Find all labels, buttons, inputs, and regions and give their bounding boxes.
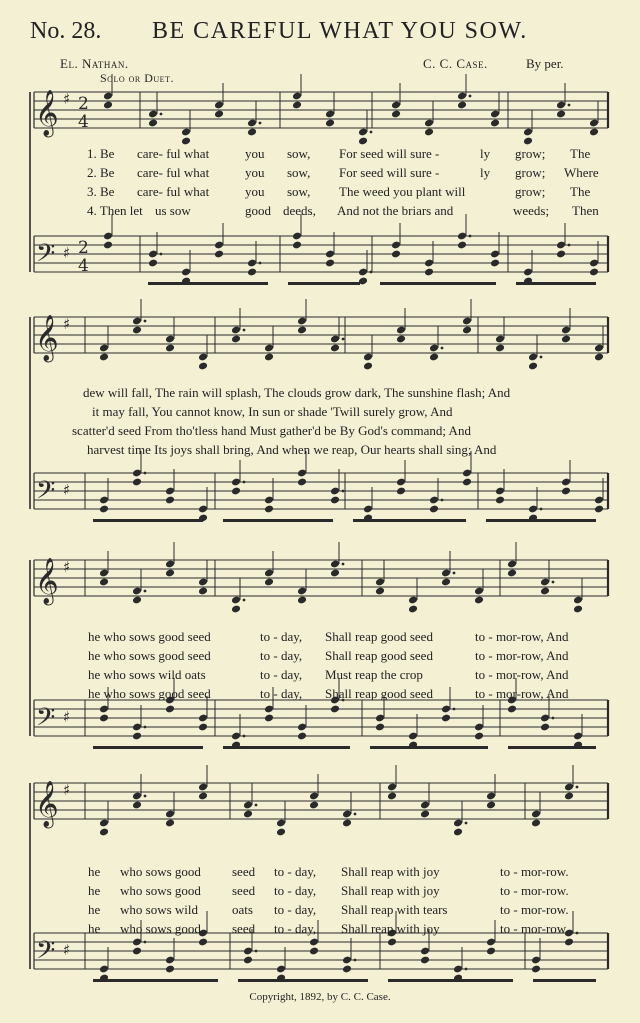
dot (453, 708, 456, 711)
lyric-s1-v4-c3: deeds, (283, 203, 316, 218)
lyric-s4-v3-c3: to - day, (274, 902, 317, 917)
notehead (297, 478, 307, 487)
dot (243, 329, 246, 332)
lyric-s1-v1-c3: sow, (287, 146, 311, 161)
lyric-s1-v3-c1: care- ful what (137, 184, 210, 199)
notehead (363, 362, 373, 371)
notehead (490, 259, 500, 268)
dot (342, 563, 345, 566)
dot (255, 804, 258, 807)
notehead (531, 819, 541, 828)
lyric-s3-v2-c1: to - day, (260, 648, 303, 663)
lyric-s4-v4-c4: Shall reap with joy (341, 921, 440, 936)
notehead (358, 137, 368, 146)
lyric-s3-v1-c2: Shall reap good seed (325, 629, 433, 644)
notehead (99, 828, 109, 837)
notehead (457, 241, 467, 250)
lyric-s4-v3-c4: Shall reap with tears (341, 902, 448, 917)
lyric-s3-v2-c0: he who sows good seed (88, 648, 211, 663)
dot (552, 581, 555, 584)
lyric-s1-v4-c2: good (245, 203, 271, 218)
notehead (99, 714, 109, 723)
lyric-s4-v2-c1: who sows good (120, 883, 201, 898)
notehead (540, 723, 550, 732)
dot (540, 356, 543, 359)
dot (259, 122, 262, 125)
dot (255, 950, 258, 953)
dot (243, 735, 246, 738)
notehead (396, 335, 406, 344)
lyric-s1-v4-c0: 4. Then let (87, 203, 143, 218)
copyright-notice: Copyright, 1892, by C. C. Case. (249, 991, 391, 1003)
notehead (589, 128, 599, 137)
notehead (424, 128, 434, 137)
lyric-s1-v2-c5: ly (480, 165, 491, 180)
lyric-s3-v2-c3: to - mor-row, And (475, 648, 569, 663)
lyric-s3-v4-c2: Shall reap good seed (325, 686, 433, 701)
notehead (441, 714, 451, 723)
notehead (594, 505, 604, 514)
notehead (309, 801, 319, 810)
lyric-s4-v1-c2: seed (232, 864, 256, 879)
beam (516, 282, 596, 285)
dot (465, 968, 468, 971)
notehead (495, 496, 505, 505)
dot (160, 113, 163, 116)
lyric-s3-v3-c1: to - day, (260, 667, 303, 682)
beam (93, 519, 203, 522)
lyric-s2-v2: it may fall, You cannot know, In sun or shade 'Twill surely grow, And (92, 404, 453, 419)
notehead (564, 792, 574, 801)
notehead (198, 792, 208, 801)
notehead (264, 578, 274, 587)
notehead (132, 478, 142, 487)
lyric-s1-v1-c0: 1. Be (87, 146, 115, 161)
author-credit: El. Nathan. (60, 56, 129, 71)
notehead (297, 732, 307, 741)
notehead (507, 569, 517, 578)
key-sharp-icon: ♯ (63, 481, 71, 499)
composer-credit: C. C. Case. (423, 56, 488, 71)
notehead (99, 353, 109, 362)
dot (441, 347, 444, 350)
lyric-s3-v3-c3: to - mor-row, And (475, 667, 569, 682)
dot (243, 481, 246, 484)
lyric-s3-v4-c1: to - day, (260, 686, 303, 701)
notehead (556, 110, 566, 119)
notehead (490, 119, 500, 128)
notehead (453, 828, 463, 837)
lyric-s1-v4-c4: And not the briars and (337, 203, 454, 218)
notehead (243, 810, 253, 819)
dot (342, 490, 345, 493)
bass-clef-icon: 𝄢 (36, 936, 56, 971)
notehead (528, 362, 538, 371)
lyric-s3-v1-c1: to - day, (260, 629, 303, 644)
lyric-s4-v1-c3: to - day, (274, 864, 317, 879)
lyric-s1-v2-c2: you (245, 165, 265, 180)
lyric-s2-v3: scatter'd seed From tho'tless hand Must gather'd be By God's command; And (72, 423, 471, 438)
lyric-s1-v3-c7: The (570, 184, 591, 199)
lyric-s4-v3-c1: who sows wild (120, 902, 199, 917)
notehead (264, 353, 274, 362)
lyric-s1-v1-c1: care- ful what (137, 146, 210, 161)
dot (354, 959, 357, 962)
notehead (148, 259, 158, 268)
lyric-s1-v3-c6: grow; (515, 184, 546, 199)
notehead (165, 569, 175, 578)
beam (93, 979, 218, 982)
notehead (408, 605, 418, 614)
time-sig-bottom: 4 (78, 256, 89, 276)
notehead (165, 344, 175, 353)
lyric-s4-v4-c0: he (88, 921, 101, 936)
notehead (325, 119, 335, 128)
notehead (297, 326, 307, 335)
dot (568, 244, 571, 247)
notehead (540, 587, 550, 596)
beam (148, 282, 268, 285)
notehead (276, 828, 286, 837)
notehead (103, 241, 113, 250)
notehead (292, 101, 302, 110)
lyric-s1-v2-c0: 2. Be (87, 165, 115, 180)
notehead (486, 947, 496, 956)
lyric-s1-v4-c1: us sow (155, 203, 191, 218)
notehead (462, 326, 472, 335)
notehead (309, 947, 319, 956)
lyric-s4-v2-c0: he (88, 883, 101, 898)
dot (259, 262, 262, 265)
lyric-s4-v2-c3: to - day, (274, 883, 317, 898)
dot (568, 104, 571, 107)
beam (486, 519, 596, 522)
notehead (181, 137, 191, 146)
notehead (165, 496, 175, 505)
notehead (165, 819, 175, 828)
notehead (457, 101, 467, 110)
beam (238, 979, 368, 982)
notehead (165, 705, 175, 714)
beam (223, 519, 333, 522)
lyric-s4-v2-c2: seed (232, 883, 256, 898)
notehead (231, 605, 241, 614)
notehead (589, 268, 599, 277)
lyric-s4-v3-c0: he (88, 902, 101, 917)
notehead (214, 110, 224, 119)
notehead (462, 478, 472, 487)
lyric-s1-v3-c4: The weed you plant will (339, 184, 466, 199)
notehead (594, 353, 604, 362)
notehead (325, 259, 335, 268)
key-sharp-icon: ♯ (63, 244, 71, 262)
treble-clef-icon: 𝄞 (35, 781, 59, 827)
lyric-s1-v2-c3: sow, (287, 165, 311, 180)
hymn-number: No. 28. (30, 18, 102, 44)
key-sharp-icon: ♯ (63, 781, 71, 799)
lyric-s2-v4: harvest time Its joys shall bring, And when we reap, Our hearts shall sing; And (87, 442, 497, 457)
notehead (330, 496, 340, 505)
notehead (556, 250, 566, 259)
notehead (391, 110, 401, 119)
notehead (264, 714, 274, 723)
notehead (420, 810, 430, 819)
notehead (523, 137, 533, 146)
notehead (231, 335, 241, 344)
beam (353, 519, 466, 522)
dot (144, 320, 147, 323)
notehead (531, 965, 541, 974)
beam (223, 746, 350, 749)
dot (576, 932, 579, 935)
lyric-s3-v2-c2: Shall reap good seed (325, 648, 433, 663)
dot (354, 813, 357, 816)
dot (144, 941, 147, 944)
beam (288, 282, 360, 285)
notehead (198, 362, 208, 371)
notehead (99, 505, 109, 514)
lyric-s1-v4-c7: Then (572, 203, 599, 218)
lyric-s3-v1-c0: he who sows good seed (88, 629, 211, 644)
bass-clef-icon: 𝄢 (36, 476, 56, 511)
lyric-s4-v4-c3: to - day, (274, 921, 317, 936)
notehead (375, 723, 385, 732)
lyric-s4-v4-c2: seed (232, 921, 256, 936)
lyric-s4-v1-c5: to - mor-row. (500, 864, 569, 879)
notehead (391, 250, 401, 259)
notehead (342, 965, 352, 974)
notehead (132, 801, 142, 810)
notehead (342, 819, 352, 828)
dot (160, 253, 163, 256)
notehead (148, 119, 158, 128)
lyric-s4-v1-c4: Shall reap with joy (341, 864, 440, 879)
lyric-s1-v1-c2: you (245, 146, 265, 161)
dot (370, 271, 373, 274)
lyric-s4-v1-c0: he (88, 864, 101, 879)
lyric-s4-v1-c1: who sows good (120, 864, 201, 879)
notehead (198, 723, 208, 732)
dot (552, 717, 555, 720)
time-sig-bottom: 4 (78, 112, 89, 132)
treble-clef-icon: 𝄞 (35, 558, 59, 604)
notehead (132, 326, 142, 335)
lyric-s1-v3-c3: sow, (287, 184, 311, 199)
lyric-s1-v1-c5: ly (480, 146, 491, 161)
notehead (132, 732, 142, 741)
notehead (292, 241, 302, 250)
dot (465, 822, 468, 825)
notehead (198, 938, 208, 947)
lyric-s1-v2-c7: Where (564, 165, 599, 180)
notehead (561, 335, 571, 344)
notehead (247, 128, 257, 137)
lyric-s3-v4-c3: to - mor-row, And (475, 686, 569, 701)
lyric-s1-v2-c1: care- ful what (137, 165, 210, 180)
notehead (243, 956, 253, 965)
dot (144, 472, 147, 475)
notehead (474, 596, 484, 605)
lyric-s3-v3-c2: Must reap the crop (325, 667, 423, 682)
key-sharp-icon: ♯ (63, 941, 71, 959)
dot (144, 795, 147, 798)
notehead (507, 705, 517, 714)
dot (144, 726, 147, 729)
notehead (495, 344, 505, 353)
voicing-note: Solo or Duet. (100, 71, 174, 85)
treble-clef-icon: 𝄞 (35, 315, 59, 361)
dot (370, 131, 373, 134)
notehead (132, 947, 142, 956)
notehead (103, 101, 113, 110)
notehead (375, 587, 385, 596)
treble-clef-icon: 𝄞 (35, 90, 59, 136)
notehead (165, 965, 175, 974)
lyric-s2-v1: dew will fall, The rain will splash, The clouds grow dark, The sunshine flash; And (83, 385, 511, 400)
dot (576, 786, 579, 789)
dot (243, 599, 246, 602)
notehead (198, 587, 208, 596)
lyric-s1-v4-c6: weeds; (513, 203, 550, 218)
notehead (474, 732, 484, 741)
notehead (264, 505, 274, 514)
dot (469, 95, 472, 98)
lyric-s3-v1-c3: to - mor-row, And (475, 629, 569, 644)
key-sharp-icon: ♯ (63, 90, 71, 108)
key-sharp-icon: ♯ (63, 708, 71, 726)
lyric-s1-v1-c4: For seed will sure - (339, 146, 440, 161)
beam (370, 746, 488, 749)
notehead (132, 596, 142, 605)
dot (342, 338, 345, 341)
notehead (247, 268, 257, 277)
notehead (330, 344, 340, 353)
beam (388, 979, 513, 982)
lyric-s1-v1-c6: grow; (515, 146, 546, 161)
lyric-s4-v3-c5: to - mor-row. (500, 902, 569, 917)
notehead (420, 956, 430, 965)
permission-note: By per. (526, 56, 564, 71)
dot (540, 508, 543, 511)
notehead (387, 938, 397, 947)
dot (469, 235, 472, 238)
lyric-s4-v3-c2: oats (232, 902, 253, 917)
notehead (396, 487, 406, 496)
time-sig-top: 2 (78, 94, 89, 114)
key-sharp-icon: ♯ (63, 315, 71, 333)
notehead (429, 505, 439, 514)
notehead (561, 487, 571, 496)
notehead (330, 569, 340, 578)
key-sharp-icon: ♯ (63, 558, 71, 576)
dot (453, 572, 456, 575)
notehead (297, 596, 307, 605)
notehead (429, 353, 439, 362)
notehead (573, 605, 583, 614)
notehead (441, 578, 451, 587)
lyric-s1-v1-c7: The (570, 146, 591, 161)
notehead (387, 792, 397, 801)
notehead (214, 250, 224, 259)
bass-clef-icon: 𝄢 (36, 703, 56, 738)
lyric-s4-v2-c4: Shall reap with joy (341, 883, 440, 898)
beam (380, 282, 496, 285)
beam (533, 979, 596, 982)
beam (508, 746, 596, 749)
lyric-s3-v3-c0: he who sows wild oats (88, 667, 206, 682)
notehead (564, 938, 574, 947)
lyric-s1-v3-c2: you (245, 184, 265, 199)
beam (93, 746, 203, 749)
dot (441, 499, 444, 502)
notehead (231, 487, 241, 496)
notehead (99, 578, 109, 587)
notehead (486, 801, 496, 810)
lyric-s3-v4-c0: he who sows good seed (88, 686, 211, 701)
notehead (424, 268, 434, 277)
notehead (330, 705, 340, 714)
bass-clef-icon: 𝄢 (36, 239, 56, 274)
lyric-s4-v4-c1: who sows good (120, 921, 201, 936)
lyric-s1-v2-c4: For seed will sure - (339, 165, 440, 180)
dot (144, 590, 147, 593)
time-sig-top: 2 (78, 238, 89, 258)
lyric-s4-v4-c5: to - mor-row. (500, 921, 569, 936)
lyric-s1-v3-c0: 3. Be (87, 184, 115, 199)
lyric-s1-v2-c6: grow; (515, 165, 546, 180)
lyric-s4-v2-c5: to - mor-row. (500, 883, 569, 898)
hymn-title: BE CAREFUL WHAT YOU SOW. (152, 18, 528, 44)
